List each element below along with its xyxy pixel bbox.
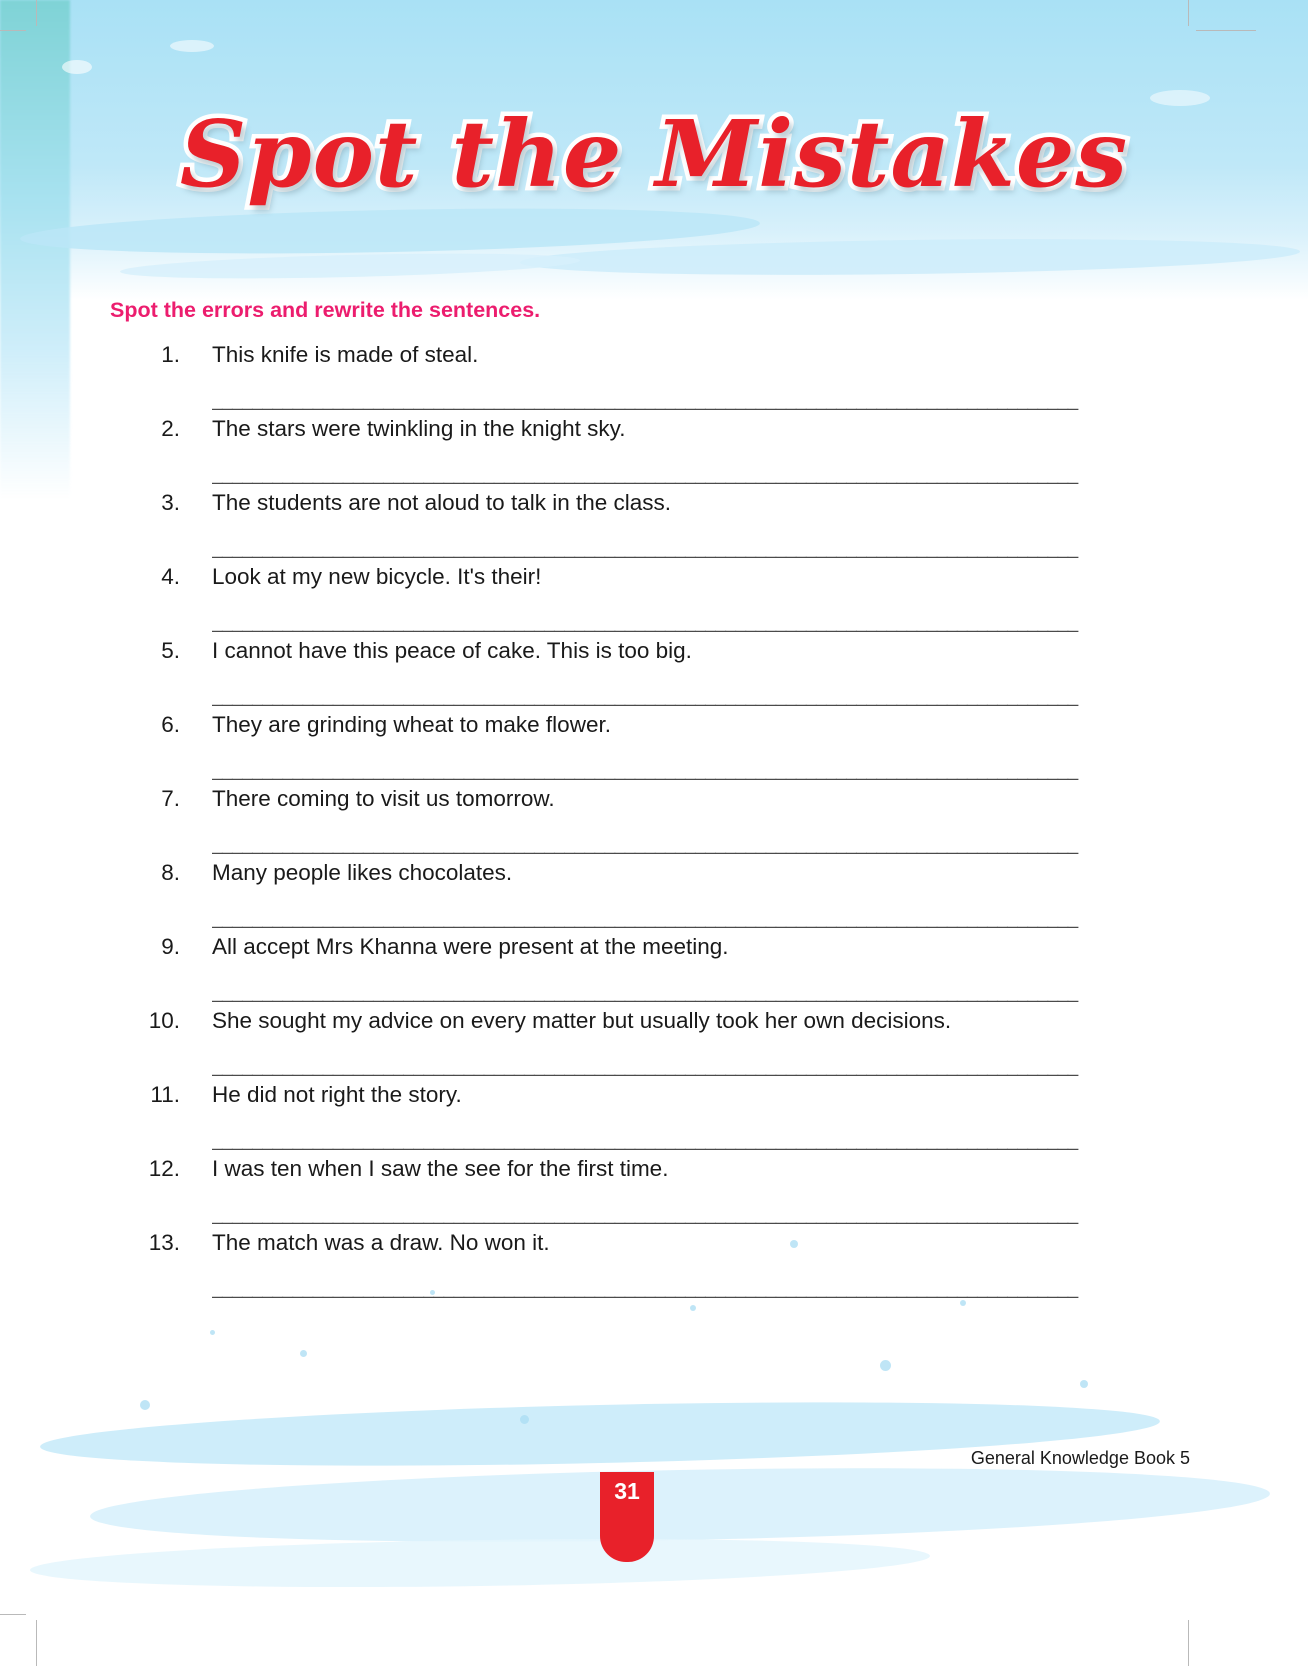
list-item — [118, 416, 1174, 490]
item-sentence: The stars were twinkling in the knight sky. — [212, 416, 626, 441]
list-item — [118, 564, 1174, 638]
crop-mark — [36, 1620, 37, 1666]
item-sentence: Look at my new bicycle. It's their! — [212, 564, 542, 589]
item-sentence: I cannot have this peace of cake. This is too big. — [212, 638, 692, 663]
answer-line[interactable]: ______________________________________________________________________________________ — [212, 1130, 1078, 1151]
item-sentence: All accept Mrs Khanna were present at the meeting. — [212, 934, 729, 959]
left-edge-gradient — [0, 0, 70, 500]
paint-speck — [62, 60, 92, 74]
item-sentence: This knife is made of steal. — [212, 342, 479, 367]
item-number: 10. — [148, 1008, 180, 1033]
answer-line[interactable]: ______________________________________________________________________________________ — [212, 982, 1078, 1003]
answer-line[interactable]: ______________________________________________________________________________________ — [212, 464, 1078, 485]
item-number: 12. — [148, 1156, 180, 1181]
item-number: 11. — [150, 1082, 180, 1107]
item-number: 7. — [161, 786, 180, 811]
item-number: 9. — [161, 934, 180, 959]
crop-mark — [1188, 0, 1189, 26]
item-number: 5. — [161, 638, 180, 663]
crop-mark — [1188, 1620, 1189, 1666]
paint-speck — [880, 1360, 891, 1371]
paint-speck — [210, 1330, 215, 1335]
item-number: 6. — [161, 712, 180, 737]
list-item — [118, 1082, 1174, 1156]
answer-line[interactable]: ______________________________________________________________________________________ — [212, 612, 1078, 633]
brush-stroke-decoration — [30, 1533, 931, 1593]
page-title-container — [0, 100, 1308, 208]
crop-mark — [0, 1614, 26, 1615]
answer-line[interactable]: ______________________________________________________________________________________ — [212, 1204, 1078, 1225]
answer-line[interactable]: ______________________________________________________________________________________ — [212, 390, 1078, 411]
item-number: 8. — [161, 860, 180, 885]
page-title: Spot the Mistakes — [179, 100, 1129, 208]
list-item — [118, 786, 1174, 860]
list-item — [118, 934, 1174, 1008]
item-sentence: Many people likes chocolates. — [212, 860, 513, 885]
list-item — [118, 1008, 1174, 1082]
paint-speck — [140, 1400, 150, 1410]
answer-line[interactable]: ______________________________________________________________________________________ — [212, 908, 1078, 929]
crop-mark — [1196, 30, 1256, 31]
item-sentence: I was ten when I saw the see for the first time. — [212, 1156, 669, 1181]
answer-line[interactable]: ______________________________________________________________________________________ — [212, 1056, 1078, 1077]
paint-speck — [170, 40, 214, 52]
book-label: General Knowledge Book 5 — [970, 1448, 1190, 1468]
page-number-badge: 31 — [600, 1472, 654, 1562]
paint-speck — [520, 1415, 529, 1424]
answer-line[interactable]: ______________________________________________________________________________________ — [212, 760, 1078, 781]
item-sentence: The match was a draw. No won it. — [212, 1230, 550, 1255]
item-sentence: She sought my advice on every matter but usually took her own decisions. — [212, 1008, 952, 1033]
item-sentence: He did not right the story. — [212, 1082, 462, 1107]
brush-stroke-decoration — [89, 1459, 1270, 1552]
answer-line[interactable]: ______________________________________________________________________________________ — [212, 686, 1078, 707]
item-number: 1. — [161, 342, 180, 367]
answer-line[interactable]: ______________________________________________________________________________________ — [212, 1278, 1078, 1299]
item-number: 13. — [148, 1230, 180, 1255]
answer-line[interactable]: ______________________________________________________________________________________ — [212, 834, 1078, 855]
list-item — [118, 860, 1174, 934]
list-item — [118, 712, 1174, 786]
list-item — [118, 1230, 1174, 1304]
item-number: 3. — [161, 490, 180, 515]
item-sentence: There coming to visit us tomorrow. — [212, 786, 555, 811]
answer-line[interactable]: ______________________________________________________________________________________ — [212, 538, 1078, 559]
list-item — [118, 342, 1174, 416]
item-number: 2. — [161, 416, 180, 441]
item-sentence: They are grinding wheat to make flower. — [212, 712, 611, 737]
item-sentence: The students are not aloud to talk in the class. — [212, 490, 672, 515]
crop-mark — [0, 30, 26, 31]
instruction-text: Spot the errors and rewrite the sentences. — [110, 298, 541, 322]
list-item — [118, 1156, 1174, 1230]
exercise-list — [118, 342, 1174, 1304]
paint-speck — [1080, 1380, 1088, 1388]
crop-mark — [36, 0, 37, 26]
list-item — [118, 490, 1174, 564]
paint-speck — [690, 1305, 696, 1311]
paint-speck — [300, 1350, 307, 1357]
list-item — [118, 638, 1174, 712]
item-number: 4. — [161, 564, 180, 589]
